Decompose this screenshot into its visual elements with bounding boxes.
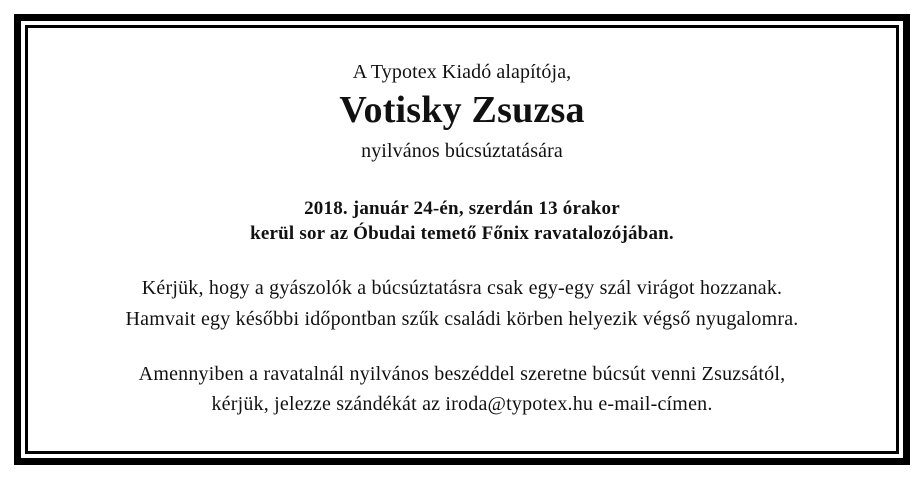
event-date-time: 2018. január 24-én, szerdán 13 órakor bbox=[304, 198, 620, 219]
event-location: kerül sor az Óbudai temető Főnix ravatalozójában. bbox=[250, 223, 674, 244]
notice-purpose: nyilvános búcsúztatására bbox=[361, 140, 563, 162]
contact-info: kérjük, jelezze szándékát az iroda@typotex.hu e-mail-címen. bbox=[211, 393, 713, 415]
deceased-name: Votisky Zsuzsa bbox=[339, 89, 585, 131]
notice-intro: A Typotex Kiadó alapítója, bbox=[352, 61, 572, 83]
burial-info: Hamvait egy későbbi időpontban szűk családi körben helyezik végső nyugalomra. bbox=[125, 308, 799, 330]
flower-request: Kérjük, hogy a gyászolók a búcsúztatásra csak egy-egy szál virágot hozzanak. bbox=[141, 277, 783, 299]
speech-request: Amennyiben a ravatalnál nyilvános beszéddel szeretne búcsút venni Zsuzsától, bbox=[138, 363, 786, 385]
